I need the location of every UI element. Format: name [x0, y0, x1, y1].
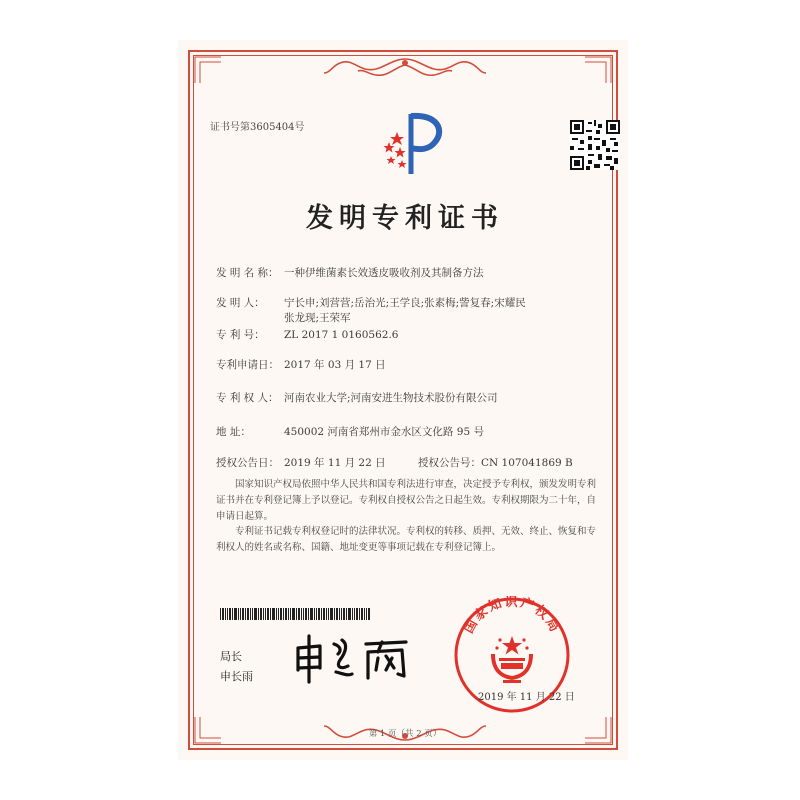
- paragraph-1-line-3: 申请日起算。: [216, 511, 274, 522]
- patentee-value: 河南农业大学;河南安进生物技术股份有限公司: [284, 392, 498, 404]
- patent-number-row: [216, 327, 398, 342]
- address-value: 450002 河南省郑州市金水区文化路 95 号: [284, 426, 484, 438]
- filing-date-value: 2017 年 03 月 17 日: [284, 359, 386, 371]
- qr-code: [570, 120, 620, 170]
- announcement-number-label: 授权公告号：: [418, 457, 481, 469]
- announcement-number-value: CN 107041869 B: [481, 457, 573, 469]
- grant-date-row: [216, 455, 386, 470]
- inventors-label: 发 明 人：: [216, 297, 265, 309]
- inventors-row: [216, 295, 526, 310]
- patentee-row: [216, 390, 498, 405]
- invention-name-value: 一种伊维菌素长效透皮吸收剂及其制备方法: [284, 267, 484, 279]
- patentee-label: 专 利 权 人：: [216, 392, 279, 404]
- seal-date: 2019 年 11 月 22 日: [478, 692, 575, 703]
- patent-number-value: ZL 2017 1 0160562.6: [284, 329, 399, 341]
- inventors-value-line1: 宁长申;刘营营;岳治光;王学良;张素梅;訾复春;宋耀民: [284, 297, 526, 309]
- patent-number-label: 专 利 号：: [216, 329, 265, 341]
- corner-ornament-tl: [193, 55, 223, 85]
- corner-ornament-tr: [583, 55, 613, 85]
- paragraph-grant-statement: [216, 477, 600, 525]
- grant-date-label: 授权公告日：: [216, 457, 279, 469]
- paragraph-2-line-2: 利权人的姓名或名称、国籍、地址变更等事项记载在专利登记簿上。: [216, 542, 502, 553]
- invention-name-label: 发 明 名 称：: [216, 267, 279, 279]
- paragraph-legal-status: [216, 524, 600, 556]
- signatory-position: 局长: [220, 650, 242, 663]
- address-row: [216, 424, 484, 439]
- signatory-name: 申长雨: [220, 670, 253, 683]
- paragraph-1-line-1: 国家知识产权局依照中华人民共和国专利法进行审查，决定授予专利权，颁发发明专利: [235, 479, 597, 490]
- top-ornament: [320, 55, 490, 85]
- filing-date-label: 专利申请日：: [216, 359, 279, 371]
- svg-text:国家知识产权局: 国家知识产权局: [461, 596, 563, 637]
- filing-date-row: [216, 357, 386, 372]
- certificate-title: 发明专利证书: [306, 203, 504, 234]
- handwritten-signature: [290, 630, 430, 685]
- invention-name-row: [216, 265, 484, 280]
- announcement-number-row: [418, 455, 573, 470]
- grant-date-value: 2019 年 11 月 22 日: [284, 457, 386, 469]
- paragraph-2-line-1: 专利证书记载专利权登记时的法律状况。专利权的转移、质押、无效、终止、恢复和专: [235, 526, 597, 537]
- paragraph-1-line-2: 证书并在专利登记簿上予以登记。专利权自授权公告之日起生效。专利权期限为二十年，自: [216, 495, 597, 506]
- certificate-number: 证书号第3605404号: [210, 122, 305, 133]
- patent-office-logo: [375, 108, 450, 178]
- barcode: [220, 608, 370, 620]
- address-label: 地 址：: [216, 426, 251, 438]
- page-number: 第 1 页（共 2 页）: [368, 729, 442, 739]
- inventors-value-line2: 张龙现;王荣军: [284, 312, 351, 324]
